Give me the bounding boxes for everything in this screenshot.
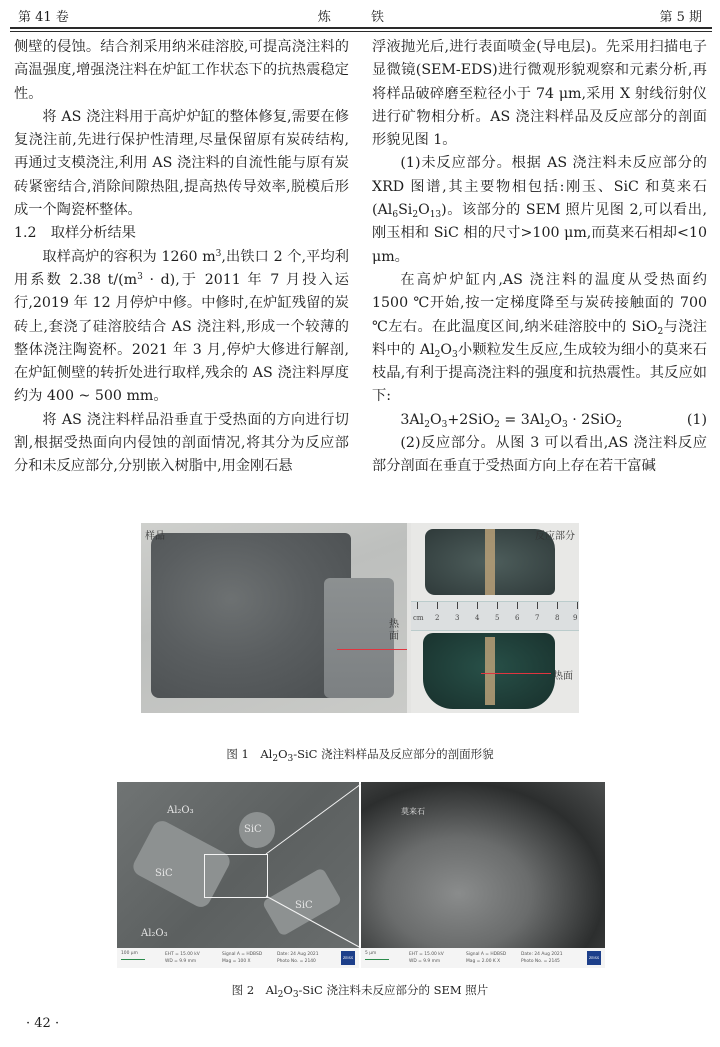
equation-number: (1) — [686, 411, 707, 428]
paragraph: 浮液抛光后,进行表面喷金(导电层)。先采用扫描电子显微镜(SEM-EDS)进行微观形貌观察和元素分析,再将样品破碎磨至粒径小于 74 μm,采用 X 射线衍射仪进行矿物相分析。AS 浇注料样品及反应部分的剖面形貌见图 1。 — [372, 39, 707, 149]
reaction-part-photo — [411, 523, 579, 713]
issue-label: 第 5 期 — [659, 10, 702, 25]
figure-1-caption: 图 1 $Al_2O_3$-SiC 浇注料样品及反应部分的剖面形貌 — [226, 747, 494, 764]
sem-databar: 5 μm EHT = 15.00 kV WD = 9.9 mm Signal A = HDBSD Mag = 2.00 K X Date: 24 Aug 2021 Photo No. = 2145 ZEISS — [361, 948, 605, 968]
header-rule-thin — [10, 31, 712, 32]
paragraph: 在高炉炉缸内,AS 浇注料的温度从受热面约 1500 ℃开始,按一定梯度降至与炭砖接触面的 700 ℃左右。在此温度区间,纳米硅溶胶中的 SiO$_2$与浇注料中的 $Al_2O_3$小颗粒发生反应,生成较为细小的莫来石枝晶,有利于提高浇注料的强度和抗热震性。其反应如下: — [372, 271, 708, 405]
label-sic: SiC — [155, 868, 173, 879]
ruler: cm 2 3 4 5 6 7 8 9 — [411, 601, 579, 631]
label-hotface-right: 热面 — [553, 671, 573, 682]
header-rule-thick — [10, 27, 712, 29]
figure-2-sem — [117, 782, 605, 968]
sem-databar: 100 μm EHT = 15.00 kV WD = 9.9 mm Signal A = HDBSD Mag = 100 X Date: 24 Aug 2021 Photo No. = 2140 ZEISS — [117, 948, 359, 968]
paragraph: 将 AS 浇注料样品沿垂直于受热面的方向进行切割,根据受热面向内侵蚀的剖面情况,将其分为反应部分和未反应部分,分别嵌入树脂中,用金刚石悬 — [14, 411, 349, 475]
figure-1-photo — [141, 523, 579, 713]
sample-slice — [324, 578, 394, 698]
sample-block — [151, 533, 351, 698]
zeiss-logo: ZEISS — [587, 951, 601, 965]
equation-body: $3Al_2O_3+2SiO_2 = 3Al_2O_3 \cdot 2SiO_2$ — [400, 411, 622, 430]
label-al2o3: Al₂O₃ — [167, 805, 194, 816]
label-sic: SiC — [244, 824, 262, 835]
left-column — [14, 36, 349, 479]
paragraph: 将 AS 浇注料用于高炉炉缸的整体修复,需要在修复浇注前,先进行保护性清理,尽量保留原有炭砖结构,再通过支模浇注,利用 AS 浇注料的自流性能与原有炭砖紧密结合,消除间隙热阻,提高热传导效率,脱模后形成一个陶瓷杯整体。 — [14, 108, 349, 219]
sample-photo — [141, 523, 407, 713]
label-mullite: 莫来石 — [401, 807, 425, 816]
hotface-marker-line — [337, 649, 407, 650]
section-heading: 1.2 取样分析结果 — [14, 225, 136, 242]
label-reaction-part: 反应部分 — [535, 531, 575, 542]
reaction-chunk-bottom — [423, 633, 555, 709]
right-column — [372, 36, 707, 479]
label-sample: 样品 — [145, 531, 165, 542]
paragraph: (2)反应部分。从图 3 可以看出,AS 浇注料反应部分剖面在垂直于受热面方向上存在若干富碱 — [372, 435, 707, 475]
paragraph: 侧壁的侵蚀。结合剂采用纳米硅溶胶,可提高浇注料的高温强度,增强浇注料在炉缸工作状态下的抗热震稳定性。 — [14, 39, 349, 102]
journal-title: 炼 铁 — [317, 10, 403, 25]
paragraph: (1)未反应部分。根据 AS 浇注料未反应部分的 XRD 图谱,其主要物相包括:刚玉、SiC 和莫来石$(Al_6Si_2O_{13})$。该部分的 SEM 照片见图 2,可以看出,刚玉相和 SiC 相的尺寸>100 μm,而莫来石相却<10 μm。 — [372, 155, 707, 265]
equation-1 — [372, 409, 707, 432]
figure-2-caption: 图 2 $Al_2O_3$-SiC 浇注料未反应部分的 SEM 照片 — [231, 983, 489, 1000]
paragraph: 取样高炉的容积为 1260 $m^3$,出铁口 2 个,平均利用系数 2.38 $t/(m^3 \cdot d)$,于 2011 年 7 月投入运行,2019 年 12 月停炉中修。中修时,在炉缸残留的炭砖上,套浇了硅溶胶结合 AS 浇注料,形成一个较薄的整体浇注陶瓷杯。2021 年 3 月,停炉大修进行解剖,在炉缸侧壁的转折处进行取样,残余的 AS 浇注料厚度约为 400 ~ 500 mm。 — [14, 248, 349, 405]
label-al2o3: Al₂O₃ — [141, 928, 168, 939]
volume-label: 第 41 卷 — [18, 10, 69, 25]
running-header — [18, 0, 702, 28]
sem-image-2000x — [361, 782, 605, 968]
label-hotface-left: 热面 — [389, 619, 399, 642]
zeiss-logo: ZEISS — [341, 951, 355, 965]
label-sic: SiC — [295, 900, 313, 911]
page-number: · 42 · — [26, 1016, 60, 1031]
hotface-marker-line — [481, 673, 551, 674]
